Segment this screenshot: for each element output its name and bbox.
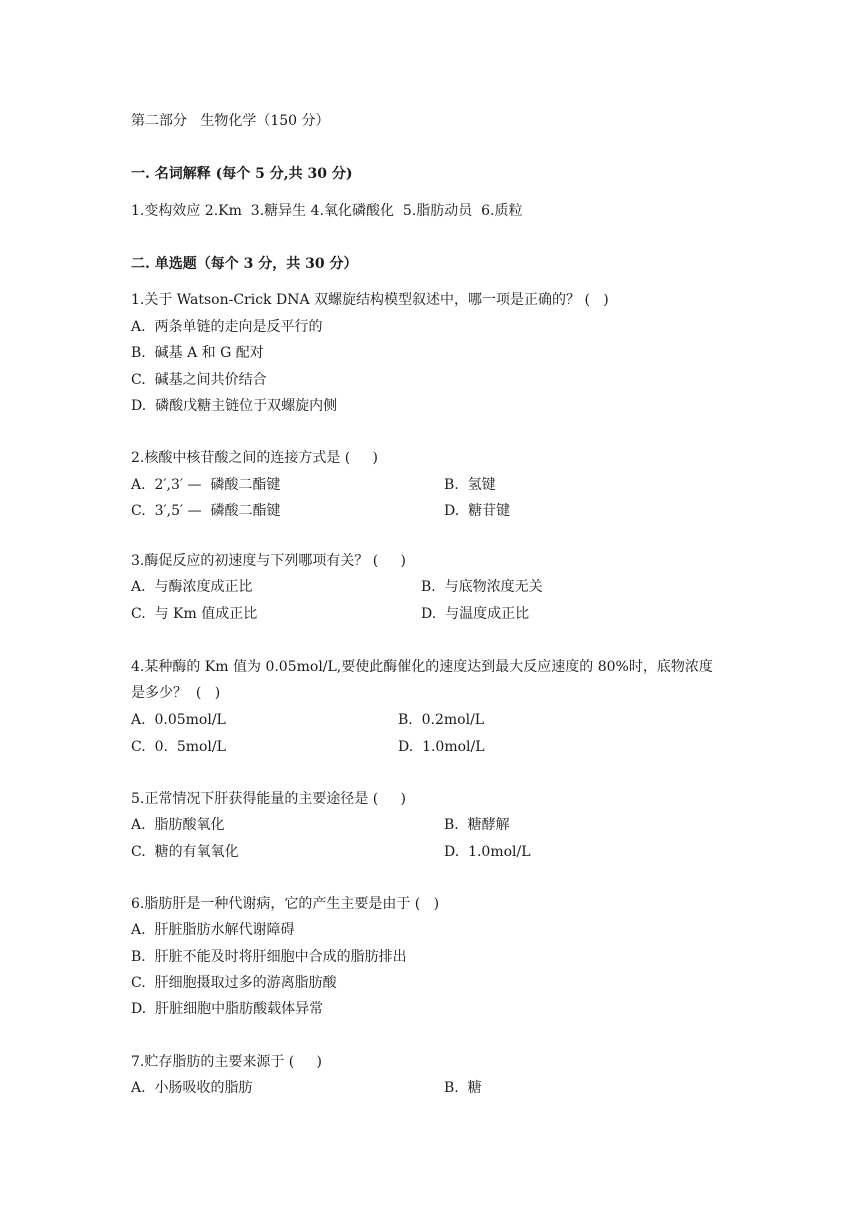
question-3-option-b: B. 与底物浓度无关 [421,579,543,595]
question-4-stem-line1: 4.某种酶的 Km 值为 0.05mol/L,要使此酶催化的速度达到最大反应速度的 80%时，底物浓度 [131,659,713,675]
question-4-option-a: A. 0.05mol/L [131,712,226,728]
section2-heading: 二. 单选题（每个 3 分，共 30 分） [131,256,358,272]
question-4-stem-line2: 是多少？ ( ) [131,685,221,701]
section1-terms: 1.变构效应 2.Km 3.糖异生 4.氧化磷酸化 5.脂肪动员 6.质粒 [131,203,523,219]
question-3-option-a: A. 与酶浓度成正比 [131,579,253,595]
question-5-option-d: D. 1.0mol/L [444,844,531,860]
question-6-stem: 6.脂肪肝是一种代谢病，它的产生主要是由于 ( ) [131,896,440,912]
question-3-option-d: D. 与温度成正比 [421,606,530,622]
question-5-option-c: C. 糖的有氧氧化 [131,844,239,860]
question-2-option-d: D. 糖苷键 [444,503,511,519]
question-3-option-c: C. 与 Km 值成正比 [131,606,258,622]
question-5-stem: 5.正常情况下肝获得能量的主要途径是 ( ) [131,791,406,807]
question-4-option-d: D. 1.0mol/L [398,739,485,755]
question-1-option-b: B. 碱基 A 和 G 配对 [131,345,264,361]
question-1-option-c: C. 碱基之间共价结合 [131,372,267,388]
question-6-option-c: C. 肝细胞摄取过多的游离脂肪酸 [131,975,337,991]
question-6-option-a: A. 肝脏脂肪水解代谢障碍 [131,922,295,938]
question-4-option-b: B. 0.2mol/L [398,712,485,728]
question-3-stem: 3.酶促反应的初速度与下列哪项有关？ ( ) [131,553,406,569]
question-1-option-d: D. 磷酸戊糖主链位于双螺旋内侧 [131,398,338,414]
question-5-option-a: A. 脂肪酸氧化 [131,817,225,833]
question-2-option-c: C. 3′,5′ — 磷酸二酯键 [131,503,281,519]
question-2-option-a: A. 2′,3′ — 磷酸二酯键 [131,477,281,493]
question-1-stem: 1.关于 Watson-Crick DNA 双螺旋结构模型叙述中，哪一项是正确的？ ( ) [131,292,609,308]
section1-heading: 一. 名词解释 (每个 5 分,共 30 分) [131,166,353,182]
part-title: 第二部分 生物化学（150 分） [131,113,330,129]
question-6-option-d: D. 肝脏细胞中脂肪酸载体异常 [131,1001,324,1017]
question-2-stem: 2.核酸中核苷酸之间的连接方式是 ( ) [131,450,378,466]
question-1-option-a: A. 两条单链的走向是反平行的 [131,319,323,335]
question-7-stem: 7.贮存脂肪的主要来源于 ( ) [131,1054,322,1070]
question-7-option-a: A. 小肠吸收的脂肪 [131,1080,253,1096]
question-2-option-b: B. 氢键 [444,477,496,493]
question-4-option-c: C. 0. 5mol/L [131,739,226,755]
question-5-option-b: B. 糖酵解 [444,817,510,833]
question-7-option-b: B. 糖 [444,1080,482,1096]
question-6-option-b: B. 肝脏不能及时将肝细胞中合成的脂肪排出 [131,949,407,965]
